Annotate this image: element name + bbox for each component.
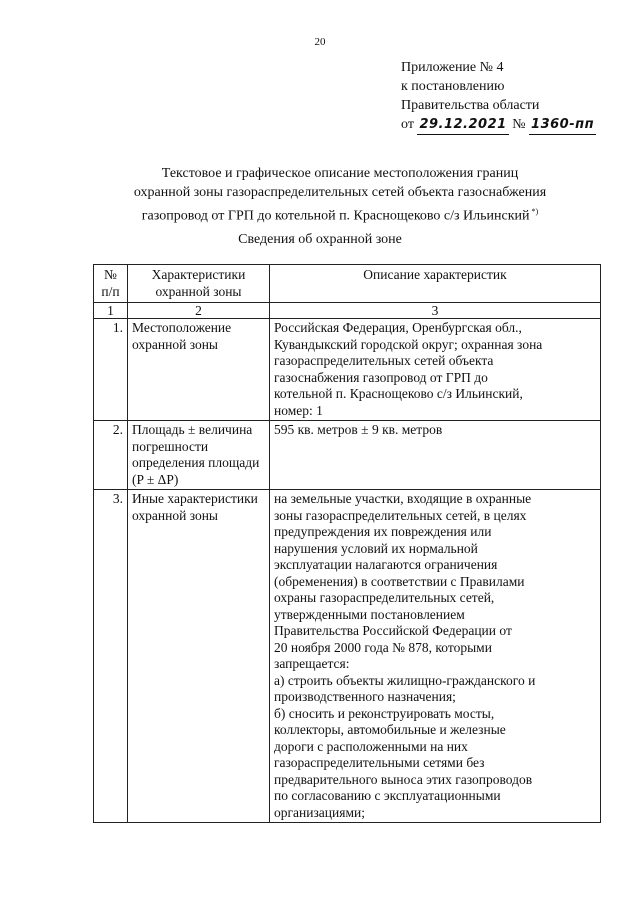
zone-info-table [93, 264, 601, 823]
table-row [94, 490, 601, 823]
appendix-block [401, 58, 596, 135]
column-number-2: 2 [128, 303, 270, 319]
row-description [270, 319, 601, 421]
description-line: запрещается: [274, 656, 350, 671]
title-line-1: Текстовое и графическое описание местоположения границ [161, 166, 519, 181]
section-title: Сведения об охранной зоне [238, 232, 402, 247]
column-number-row [94, 303, 601, 319]
header-characteristic: Характеристики охранной зоны [128, 265, 270, 303]
appendix-number-sign: № [512, 117, 526, 132]
description-line: Российская Федерация, Оренбургская обл., [274, 320, 522, 335]
title-line-3-text: газопровод от ГРП до котельной п. Краснощеково с/з Ильинский [141, 208, 530, 224]
title-line-2: охранной зоны газораспределительных сетей объекта газоснабжения [133, 185, 547, 200]
description-line: зоны газораспределительных сетей, в целях [274, 507, 527, 523]
appendix-line-1: Приложение № 4 [401, 60, 504, 75]
description-line: производственного назначения; [274, 689, 456, 704]
document-title [60, 164, 620, 226]
row-characteristic: Площадь ± величина погрешности определения площади (P ± ΔP) [128, 421, 270, 490]
description-line: коллекторы, автомобильные и железные [274, 722, 506, 737]
column-number-1: 1 [94, 303, 128, 319]
description-line: 20 ноября 2000 года № 878, которыми [274, 639, 492, 655]
description-line: дороги с расположенными на них [274, 738, 468, 754]
row-description [270, 421, 601, 490]
row-number: 1. [94, 319, 128, 421]
header-number: № п/п [94, 265, 128, 303]
description-line: котельной п. Краснощеково с/з Ильинский, [274, 386, 523, 401]
description-line: номер: 1 [274, 402, 323, 418]
description-line: нарушения условий их нормальной [274, 540, 478, 556]
appendix-line-3: Правительства области [401, 98, 540, 113]
appendix-from-label: от [401, 117, 414, 132]
appendix-line-4 [401, 115, 596, 135]
header-description: Описание характеристик [270, 265, 601, 303]
description-line: на земельные участки, входящие в охранные [274, 491, 532, 506]
title-line-3 [60, 202, 620, 226]
footnote-mark: *) [531, 207, 539, 216]
column-number-3: 3 [270, 303, 601, 319]
row-characteristic: Местоположение охранной зоны [128, 319, 270, 421]
handwritten-number: 1360-пп [529, 115, 596, 135]
table-header-row [94, 265, 601, 303]
table-row [94, 421, 601, 490]
table-row [94, 319, 601, 421]
page-number: 20 [314, 36, 326, 48]
description-line: утвержденными постановлением [274, 606, 465, 622]
description-line: а) строить объекты жилищно-гражданского и [274, 672, 536, 688]
description-line: 595 кв. метров ± 9 кв. метров [274, 422, 443, 437]
description-line: предупреждения их повреждения или [274, 524, 492, 539]
row-description [270, 490, 601, 823]
row-characteristic: Иные характеристики охранной зоны [128, 490, 270, 823]
description-line: газоснабжения газопровод от ГРП до [274, 369, 488, 385]
description-line: Кувандыкский городской округ; охранная зона [274, 336, 543, 352]
row-number: 2. [94, 421, 128, 490]
description-line: охраны газораспределительных сетей, [274, 590, 495, 605]
appendix-line-2: к постановлению [401, 79, 505, 94]
description-line: по согласованию с эксплуатационными [274, 788, 501, 803]
description-line: организациями; [274, 804, 365, 820]
description-line: газораспределительных сетей объекта [274, 353, 494, 368]
description-line: Правительства Российской Федерации от [274, 623, 512, 638]
description-line: (обременения) в соответствии с Правилами [274, 573, 525, 589]
row-number: 3. [94, 490, 128, 823]
handwritten-date: 29.12.2021 [417, 115, 508, 135]
description-line: эксплуатации налагаются ограничения [274, 557, 498, 572]
description-line: б) сносить и реконструировать мосты, [274, 705, 495, 721]
description-line: предварительного выноса этих газопроводов [274, 771, 533, 787]
description-line: газораспределительными сетями без [274, 755, 485, 770]
